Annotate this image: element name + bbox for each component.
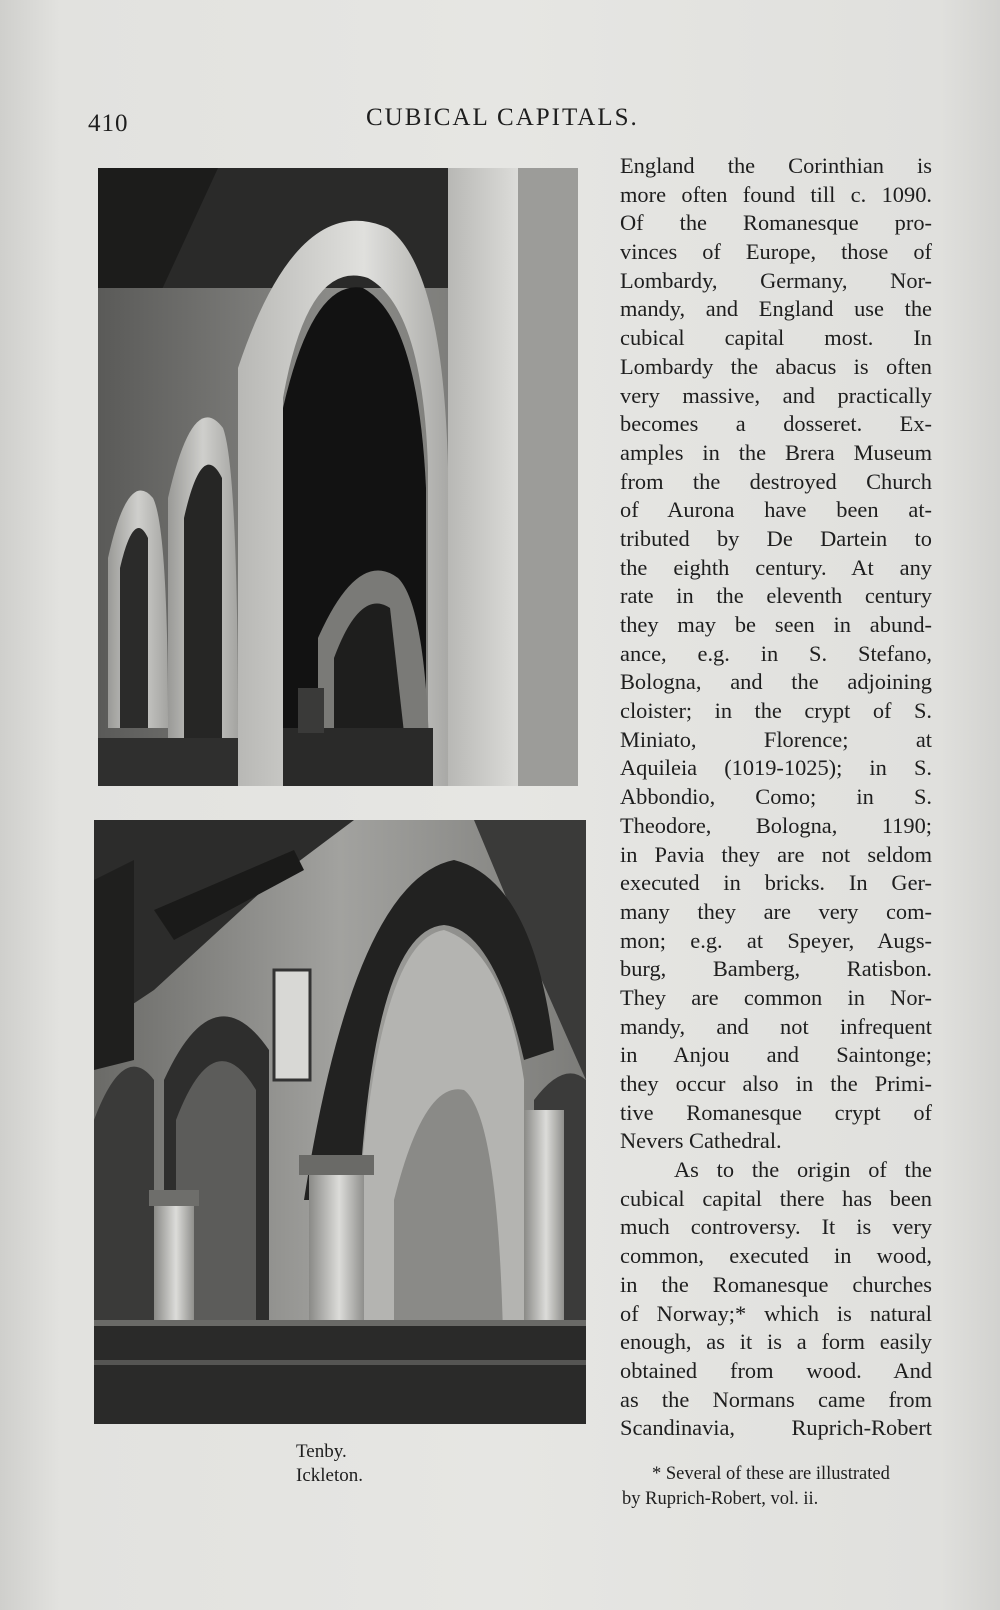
footnote-line: by Ruprich-Robert, vol. ii. [622,1489,819,1509]
body-text-column [620,152,932,1443]
page-number: 410 [88,110,129,137]
text-line: of Aurona have been at- [620,497,932,523]
text-line: executed in bricks. In Ger- [620,870,932,896]
text-line: cubical capital there has been [620,1185,932,1211]
text-line: vinces of Europe, those of [620,239,932,265]
text-line: mon; e.g. at Speyer, Augs- [620,927,932,953]
text-line: Lombardy the abacus is often [620,353,932,379]
text-line: amples in the Brera Museum [620,439,932,465]
text-line: Of the Romanesque pro- [620,210,932,236]
text-line: as the Normans came from [620,1386,932,1412]
footnote [622,1462,934,1512]
text-line: in Pavia they are not seldom [620,841,932,867]
caption-tenby: Tenby. [296,1441,347,1462]
text-line: England the Corinthian is [620,153,932,178]
text-line: rate in the eleventh century [620,583,932,609]
text-line: tive Romanesque crypt of [620,1099,932,1125]
plate-captions [296,1440,363,1488]
arcade-photo-illustration [98,168,578,786]
text-line: cloister; in the crypt of S. [620,698,932,724]
text-line: in the Romanesque churches [620,1271,932,1297]
text-line: Nevers Cathedral. [620,1128,782,1154]
text-line: enough, as it is a form easily [620,1329,932,1355]
text-line: ance, e.g. in S. Stefano, [620,640,932,666]
text-line: obtained from wood. And [620,1357,932,1383]
arcade-photo-illustration [94,820,586,1424]
text-line: cubical capital most. In [620,325,932,351]
footnote-line: * Several of these are illustrated [652,1464,890,1484]
text-line: Theodore, Bologna, 1190; [620,812,932,838]
text-line: Lombardy, Germany, Nor- [620,267,932,293]
text-line: Abbondio, Como; in S. [620,784,932,810]
text-line: Scandinavia, Ruprich-Robert [620,1415,932,1441]
text-line: more often found till c. 1090. [620,181,932,207]
text-line: mandy, and not infrequent [620,1013,932,1039]
text-line: they may be seen in abund- [620,612,932,637]
text-line: Aquileia (1019-1025); in S. [620,755,932,781]
text-line: they occur also in the Primi- [620,1071,932,1096]
text-line: They are common in Nor- [620,984,932,1010]
text-line: burg, Bamberg, Ratisbon. [620,956,932,982]
text-line: in Anjou and Saintonge; [620,1042,932,1068]
text-line: the eighth century. At any [620,554,932,580]
photo-ickleton-arcade [94,820,586,1424]
caption-ickleton: Ickleton. [296,1465,364,1486]
text-line: many they are very com- [620,898,932,924]
text-line: Miniato, Florence; at [620,726,932,752]
photo-tenby-arcade [98,168,578,786]
text-line: mandy, and England use the [620,296,932,322]
text-line: becomes a dosseret. Ex- [620,411,932,437]
text-line: As to the origin of the [674,1157,932,1183]
text-line: from the destroyed Church [620,468,932,494]
text-line: of Norway;* which is natural [620,1300,932,1326]
text-line: very massive, and practically [620,382,932,408]
text-line: tributed by De Dartein to [620,525,932,551]
text-line: Bologna, and the adjoining [620,669,932,695]
text-line: much controversy. It is very [620,1214,932,1240]
running-title: CUBICAL CAPITALS. [366,104,639,131]
text-line: common, executed in wood, [620,1243,932,1269]
